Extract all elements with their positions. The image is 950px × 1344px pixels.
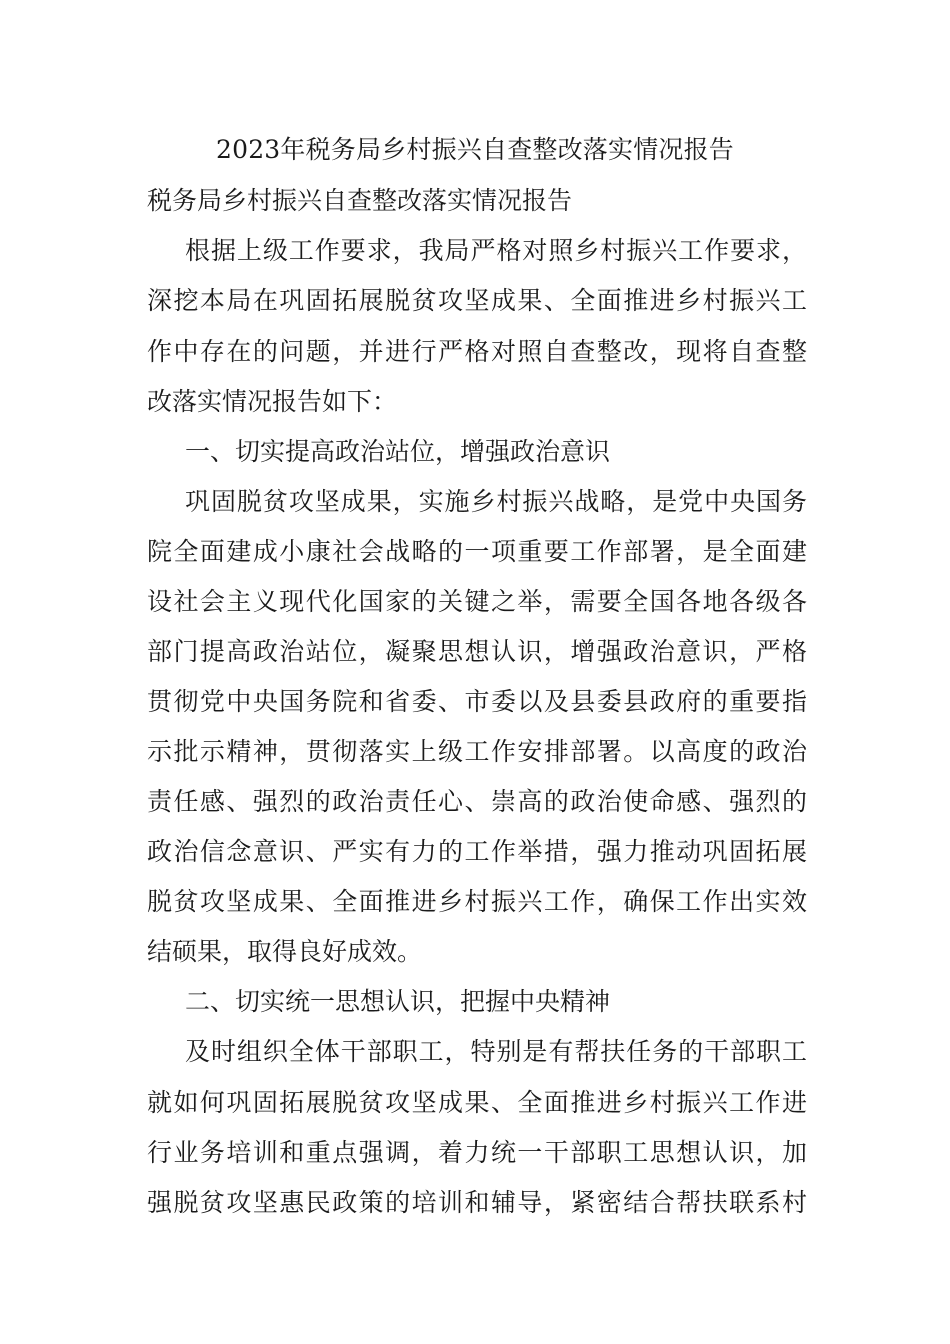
paragraph-line: 行业务培训和重点强调，着力统一干部职工思想认识，加 bbox=[147, 1138, 807, 1167]
paragraph-line: 设社会主义现代化国家的关键之举，需要全国各地各级各 bbox=[147, 587, 807, 616]
document-subtitle: 税务局乡村振兴自查整改落实情况报告 bbox=[147, 186, 573, 215]
section-heading: 一、切实提高政治站位，增强政治意识 bbox=[185, 437, 611, 466]
paragraph-line: 及时组织全体干部职工，特别是有帮扶任务的干部职工 bbox=[185, 1037, 807, 1066]
paragraph-line: 巩固脱贫攻坚成果，实施乡村振兴战略，是党中央国务 bbox=[185, 487, 807, 516]
paragraph-line: 院全面建成小康社会战略的一项重要工作部署，是全面建 bbox=[147, 537, 807, 566]
paragraph-line: 政治信念意识、严实有力的工作举措，强力推动巩固拓展 bbox=[147, 837, 807, 866]
paragraph-line: 改落实情况报告如下： bbox=[147, 387, 398, 416]
paragraph-line: 脱贫攻坚成果、全面推进乡村振兴工作，确保工作出实效 bbox=[147, 887, 807, 916]
paragraph-line: 深挖本局在巩固拓展脱贫攻坚成果、全面推进乡村振兴工 bbox=[147, 286, 807, 315]
paragraph-line: 作中存在的问题，并进行严格对照自查整改，现将自查整 bbox=[147, 337, 807, 366]
paragraph-line: 根据上级工作要求，我局严格对照乡村振兴工作要求， bbox=[185, 236, 807, 265]
paragraph-line: 部门提高政治站位，凝聚思想认识，增强政治意识，严格 bbox=[147, 637, 807, 666]
section-heading: 二、切实统一思想认识，把握中央精神 bbox=[185, 987, 611, 1016]
paragraph-line: 责任感、强烈的政治责任心、崇高的政治使命感、强烈的 bbox=[147, 787, 807, 816]
paragraph-line: 贯彻党中央国务院和省委、市委以及县委县政府的重要指 bbox=[147, 687, 807, 716]
paragraph-line: 强脱贫攻坚惠民政策的培训和辅导，紧密结合帮扶联系村 bbox=[147, 1188, 807, 1217]
paragraph-line: 就如何巩固拓展脱贫攻坚成果、全面推进乡村振兴工作进 bbox=[147, 1088, 807, 1117]
document-title: 2023年税务局乡村振兴自查整改落实情况报告 bbox=[215, 135, 735, 164]
paragraph-line: 结硕果，取得良好成效。 bbox=[147, 937, 423, 966]
paragraph-line: 示批示精神，贯彻落实上级工作安排部署。以高度的政治 bbox=[147, 737, 807, 766]
